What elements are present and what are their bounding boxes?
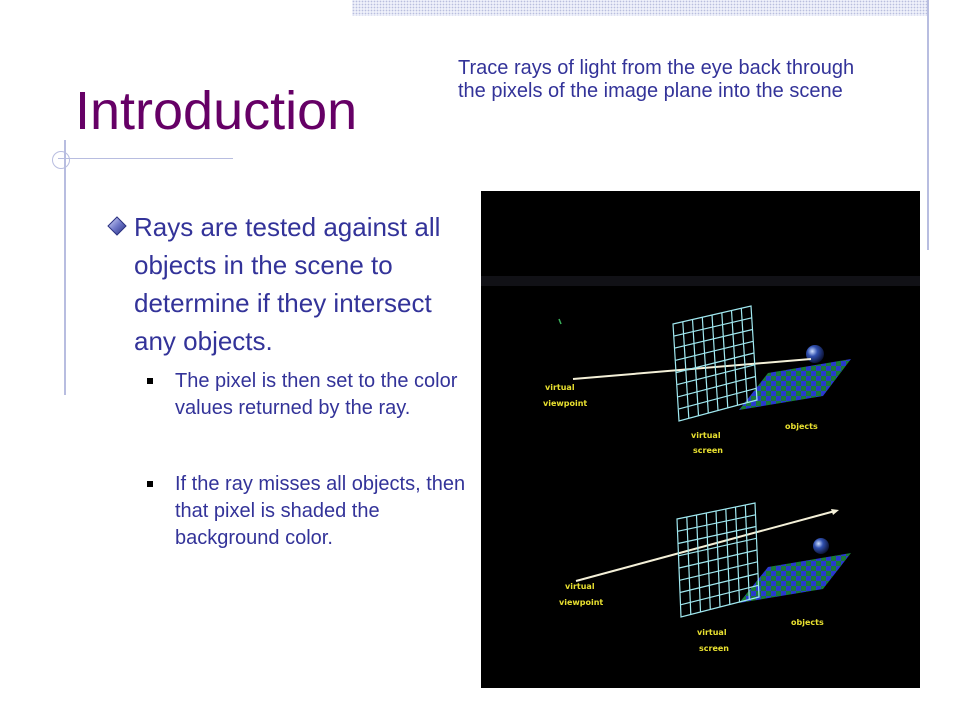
- slide-title: Introduction: [75, 81, 358, 141]
- screen-label-line2: screen: [693, 446, 723, 455]
- sphere-object: [806, 345, 824, 363]
- viewpoint-label-line1: virtual: [545, 383, 575, 392]
- ray-arrowhead: [831, 509, 839, 515]
- left-accent-rule: [64, 140, 66, 395]
- ray-tracing-illustration: [481, 191, 920, 688]
- eye-marker: [559, 319, 561, 324]
- square-bullet-icon: [147, 481, 153, 487]
- image-plane-grid: [677, 503, 759, 617]
- title-underline-rule: [58, 158, 233, 159]
- screen-label-line2: screen: [699, 644, 729, 653]
- objects-label: objects: [785, 422, 818, 431]
- sub-bullet-text: The pixel is then set to the color values returned by the ray.: [175, 370, 458, 419]
- objects-label: objects: [791, 618, 824, 627]
- slide-caption: Trace rays of light from the eye back through the pixels of the image plane into the scene: [458, 57, 855, 102]
- bullet-text: Rays are tested against all objects in the scene to determine if they intersect any objects.: [134, 212, 441, 356]
- panel-bottom: [559, 503, 851, 653]
- viewpoint-label-line2: viewpoint: [559, 598, 604, 607]
- square-bullet-icon: [147, 378, 153, 384]
- right-accent-rule: [927, 0, 929, 250]
- corner-circle-ornament: [52, 151, 70, 169]
- viewpoint-label-line2: viewpoint: [543, 399, 588, 408]
- image-plane-grid: [673, 306, 757, 421]
- panel-top: [543, 306, 851, 455]
- screen-label-line1: virtual: [691, 431, 721, 440]
- scanline-texture: [481, 276, 920, 286]
- screen-label-line1: virtual: [697, 628, 727, 637]
- ray-tracing-diagram: [481, 191, 920, 688]
- sphere-object: [813, 538, 829, 554]
- diamond-bullet-icon: [107, 216, 127, 236]
- sub-bullet-text: If the ray misses all objects, then that pixel is shaded the background color.: [175, 473, 466, 549]
- viewpoint-label-line1: virtual: [565, 582, 595, 591]
- top-texture-band: [352, 0, 928, 16]
- checkerboard-plane: [739, 553, 851, 603]
